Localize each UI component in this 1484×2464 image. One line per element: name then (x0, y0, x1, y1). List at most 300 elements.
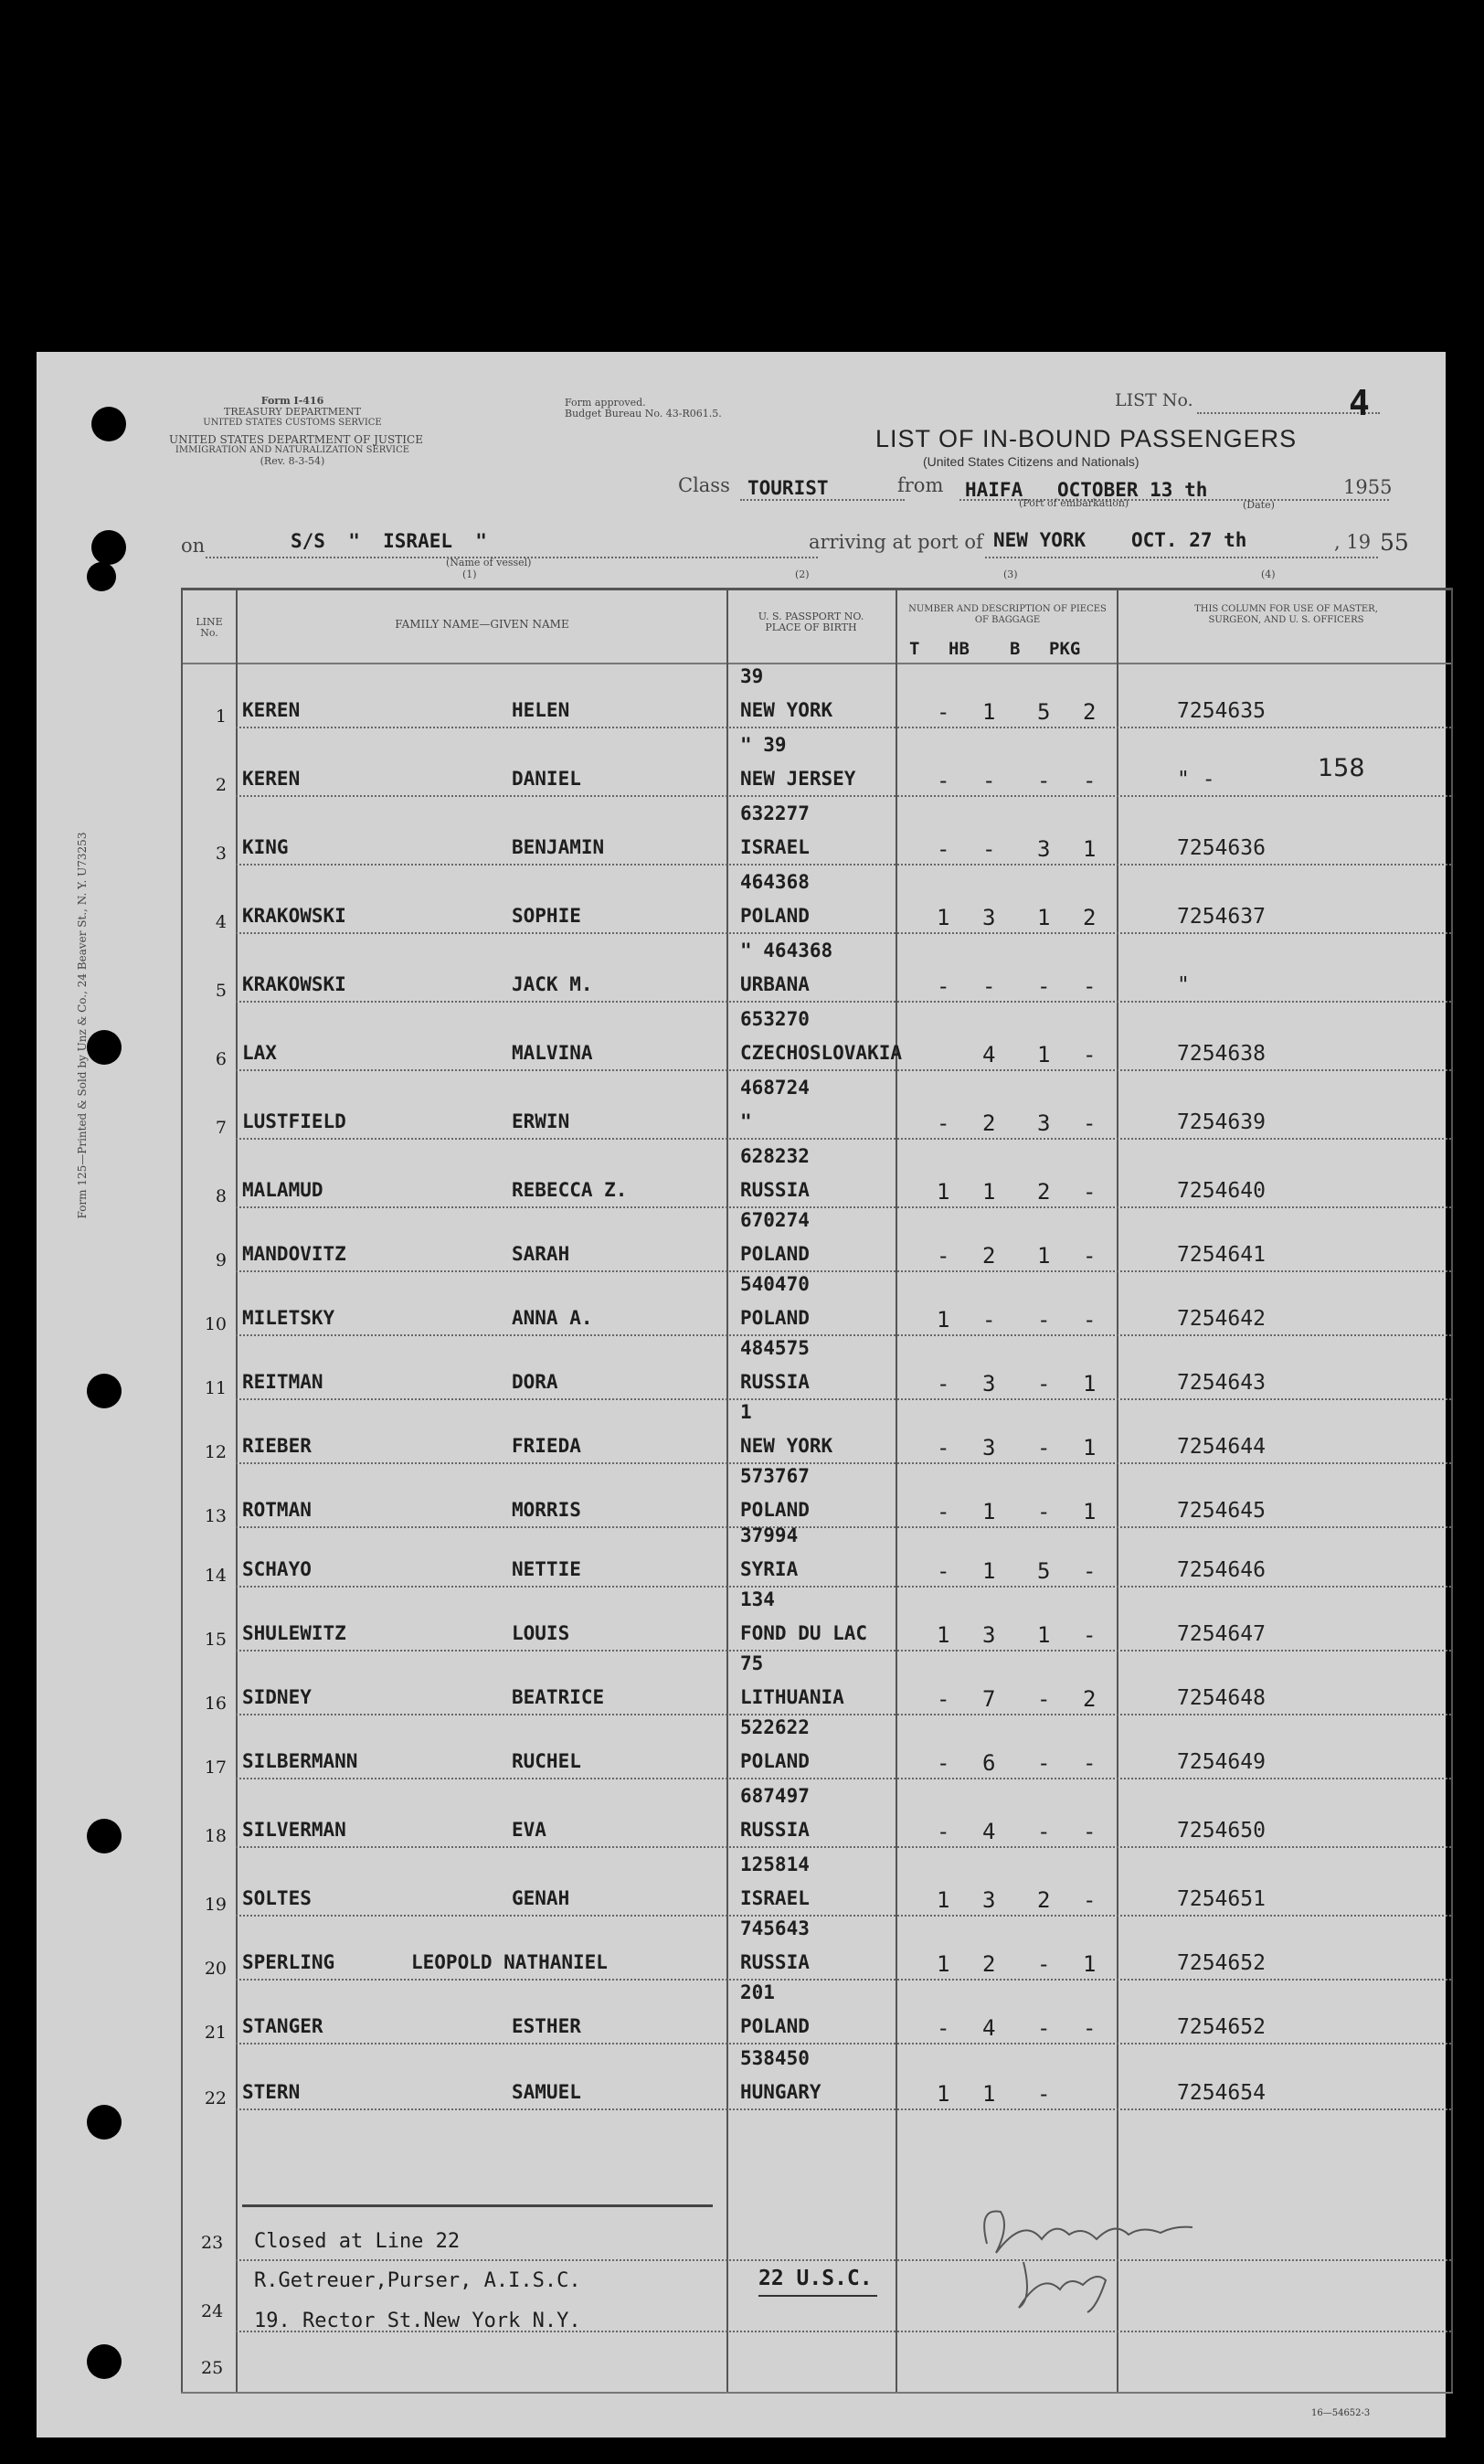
given-name: HELEN (512, 699, 570, 721)
approved-text: Form approved. (565, 397, 646, 409)
list-no-label: LIST No. (1115, 390, 1193, 410)
caption-4: (4) (1261, 568, 1276, 580)
punch-hole (87, 1819, 122, 1853)
baggage-b: 3 (1037, 1110, 1051, 1136)
col-line-3 (896, 588, 897, 2393)
place-of-birth: RUSSIA (740, 1371, 810, 1393)
passport-number: 39 (740, 665, 764, 687)
line-number: 5 (215, 981, 227, 1001)
baggage-pkg: - (1083, 1887, 1097, 1913)
baggage-t: 1 (937, 1951, 950, 1977)
baggage-hb: 2 (982, 1243, 996, 1269)
given-name: SAMUEL (512, 2081, 581, 2103)
row-divider (236, 932, 1451, 934)
place-of-birth: ISRAEL (740, 836, 810, 858)
list-no-value: 4 (1349, 383, 1370, 423)
baggage-t: - (937, 2015, 950, 2041)
customs-service: UNITED STATES CUSTOMS SERVICE (203, 418, 382, 428)
line-number: 4 (215, 912, 227, 932)
vessel-name: S/S " ISRAEL " (291, 530, 487, 552)
baggage-t: - (937, 1435, 950, 1460)
passport-number: 125814 (740, 1853, 810, 1875)
punch-hole (91, 530, 126, 565)
baggage-pkg: - (1083, 2015, 1097, 2041)
baggage-t: - (937, 836, 950, 862)
baggage-pkg: 1 (1083, 1951, 1097, 1977)
line-number: 11 (204, 1378, 227, 1398)
officer-number: 7254636 (1177, 836, 1266, 860)
passport-number: 745643 (740, 1917, 810, 1939)
revision: (Rev. 8-3-54) (260, 455, 325, 467)
baggage-t: - (937, 973, 950, 999)
passport-number: 628232 (740, 1145, 810, 1167)
place-of-birth: POLAND (740, 1243, 810, 1265)
line-number: 13 (204, 1506, 227, 1526)
given-name: JACK M. (512, 973, 593, 995)
baggage-pkg: 2 (1083, 1686, 1097, 1712)
passport-number: 484575 (740, 1337, 810, 1359)
given-name: MORRIS (512, 1499, 581, 1521)
place-of-birth: POLAND (740, 905, 810, 927)
line-number: 15 (204, 1630, 227, 1650)
baggage-hb: - (982, 973, 996, 999)
baggage-t: 1 (937, 905, 950, 930)
line-number: 17 (204, 1758, 227, 1778)
passport-number: " 464368 (740, 940, 833, 961)
baggage-pkg: 1 (1083, 836, 1097, 862)
passport-number: 134 (740, 1588, 775, 1610)
line-number: 1 (215, 706, 227, 727)
baggage-hb: 1 (982, 2081, 996, 2107)
row-dots-24 (236, 2331, 1451, 2332)
place-of-birth: URBANA (740, 973, 810, 995)
baggage-hb: - (982, 836, 996, 862)
baggage-t: 1 (937, 1887, 950, 1913)
from-value: HAIFA (965, 479, 1023, 501)
baggage-pkg: - (1083, 1179, 1097, 1205)
passport-number: 1 (740, 1401, 752, 1423)
table-top-border (181, 588, 1453, 590)
baggage-t: 1 (937, 1622, 950, 1648)
family-name: SOLTES (242, 1887, 312, 1909)
given-name: ESTHER (512, 2015, 581, 2037)
family-name: SIDNEY (242, 1686, 312, 1708)
port-embark-caption: (Port of embarkation) (1019, 497, 1129, 509)
place-of-birth: NEW YORK (740, 699, 833, 721)
caption-2: (2) (795, 568, 810, 580)
header-t: T (909, 639, 920, 659)
baggage-hb: 6 (982, 1750, 996, 1776)
justice-dept: UNITED STATES DEPARTMENT OF JUSTICE (169, 433, 423, 446)
line-number: 3 (215, 844, 227, 864)
family-name: MALAMUD (242, 1179, 323, 1201)
baggage-t: - (937, 699, 950, 725)
row-divider (236, 1778, 1451, 1779)
officer-number: 7254648 (1177, 1686, 1266, 1710)
baggage-b: - (1037, 1435, 1051, 1460)
passport-number: 538450 (740, 2047, 810, 2069)
inspector-signature (969, 2189, 1243, 2321)
row-divider (236, 2043, 1451, 2044)
line-number: 6 (215, 1049, 227, 1069)
given-name: NETTIE (512, 1558, 581, 1580)
baggage-pkg: 2 (1083, 699, 1097, 725)
header-officers: THIS COLUMN FOR USE OF MASTER, SURGEON, AND U. S. OFFICERS (1194, 604, 1378, 625)
closing-rule (242, 2204, 713, 2207)
baggage-hb: 1 (982, 1179, 996, 1205)
row-divider (236, 1398, 1451, 1400)
given-name: BEATRICE (512, 1686, 605, 1708)
usc-total: 22 U.S.C. (758, 2267, 873, 2290)
row-divider (236, 1069, 1451, 1071)
passport-number: 670274 (740, 1209, 810, 1231)
given-name: SOPHIE (512, 905, 581, 927)
line-number: 20 (204, 1959, 227, 1979)
officer-number: 7254644 (1177, 1435, 1266, 1459)
row-divider (236, 1138, 1451, 1140)
given-name: GENAH (512, 1887, 570, 1909)
family-name: SHULEWITZ (242, 1622, 346, 1644)
passport-number: 37994 (740, 1524, 799, 1546)
form-page (37, 352, 1446, 2437)
baggage-hb: 4 (982, 2015, 996, 2041)
side-print: Form 125—Printed & Sold by Unz & Co., 24 Beaver St., N. Y. U73253 (76, 832, 89, 1219)
officer-number: 7254650 (1177, 1819, 1266, 1843)
given-name: DANIEL (512, 768, 581, 790)
row-divider (236, 1334, 1451, 1336)
baggage-hb: 1 (982, 1558, 996, 1584)
row-divider (236, 1846, 1451, 1848)
form-subtitle: (United States Citizens and Nationals) (923, 454, 1140, 469)
officer-number: 7254647 (1177, 1622, 1266, 1646)
header-hb: HB (949, 639, 970, 659)
baggage-t: - (937, 768, 950, 793)
punch-hole (87, 1374, 122, 1408)
baggage-pkg: - (1083, 1622, 1097, 1648)
row-divider (236, 727, 1451, 728)
officer-number: 7254643 (1177, 1371, 1266, 1395)
baggage-b: - (1037, 1307, 1051, 1333)
class-value: TOURIST (747, 477, 829, 499)
row-divider (236, 1714, 1451, 1715)
baggage-t: - (937, 1110, 950, 1136)
baggage-hb: - (982, 768, 996, 793)
form-approved (565, 398, 722, 420)
line-number: 10 (204, 1314, 227, 1334)
punch-hole (91, 407, 126, 441)
officer-number: 7254654 (1177, 2081, 1266, 2105)
baggage-hb: 3 (982, 1435, 996, 1460)
sailing-date: OCTOBER 13 th (1057, 479, 1208, 501)
arrival-date: OCT. 27 th (1131, 529, 1247, 551)
given-name: BENJAMIN (512, 836, 605, 858)
arrival-dots (985, 557, 1378, 558)
closing-line-1: Closed at Line 22 (254, 2230, 461, 2253)
given-name: EVA (512, 1819, 546, 1841)
ins-service: IMMIGRATION AND NATURALIZATION SERVICE (175, 445, 410, 455)
class-dots (740, 499, 905, 501)
family-name: LUSTFIELD (242, 1110, 346, 1132)
baggage-t: - (937, 1819, 950, 1844)
vessel-caption: (Name of vessel) (446, 557, 532, 568)
family-name: KING (242, 836, 289, 858)
baggage-t: 1 (937, 2081, 950, 2107)
form-number: Form I-416 (260, 395, 324, 407)
header-bottom-border (181, 663, 1453, 664)
place-of-birth: FOND DU LAC (740, 1622, 868, 1644)
line-number: 22 (204, 2088, 227, 2108)
family-name: REITMAN (242, 1371, 323, 1393)
baggage-b: - (1037, 1686, 1051, 1712)
baggage-b: 1 (1037, 1243, 1051, 1269)
baggage-b: 5 (1037, 699, 1051, 725)
year-2-prefix: , 19 (1334, 531, 1372, 553)
family-name: MILETSKY (242, 1307, 335, 1329)
baggage-b: - (1037, 1819, 1051, 1844)
baggage-pkg: - (1083, 1243, 1097, 1269)
family-name: KRAKOWSKI (242, 905, 346, 927)
baggage-hb: 7 (982, 1686, 996, 1712)
line-number: 2 (215, 775, 227, 795)
header-passport: U. S. PASSPORT NO. PLACE OF BIRTH (758, 611, 864, 633)
line-number: 14 (204, 1566, 227, 1586)
row-divider (236, 1001, 1451, 1003)
passport-number: 632277 (740, 802, 810, 824)
family-name: KEREN (242, 699, 301, 721)
officer-number: 7254635 (1177, 699, 1266, 723)
passport-number: 573767 (740, 1465, 810, 1487)
baggage-t: 1 (937, 1307, 950, 1333)
officer-note-158: 158 (1318, 754, 1365, 782)
baggage-b: 1 (1037, 1622, 1051, 1648)
baggage-b: - (1037, 1499, 1051, 1524)
year-2: 55 (1380, 529, 1409, 556)
row-divider (236, 1650, 1451, 1652)
baggage-pkg: - (1083, 1307, 1097, 1333)
given-name: MALVINA (512, 1042, 593, 1064)
table-bottom-border (181, 2392, 1453, 2394)
closing-line-3: 19. Rector St.New York N.Y. (254, 2310, 581, 2332)
row-divider (236, 1586, 1451, 1588)
form-header-left (169, 395, 423, 467)
line-24: 24 (201, 2301, 224, 2321)
punch-hole (87, 562, 116, 591)
place-of-birth: POLAND (740, 2015, 810, 2037)
officer-number: 7254646 (1177, 1558, 1266, 1582)
baggage-hb: 1 (982, 1499, 996, 1524)
line-23: 23 (201, 2233, 224, 2253)
passport-number: " 39 (740, 734, 787, 756)
baggage-pkg: - (1083, 1750, 1097, 1776)
row-divider (236, 795, 1451, 797)
baggage-b: 1 (1037, 1042, 1051, 1067)
treasury-dept: TREASURY DEPARTMENT (224, 406, 361, 418)
given-name: ERWIN (512, 1110, 570, 1132)
officer-number: 7254651 (1177, 1887, 1266, 1911)
col-line-1 (236, 588, 238, 2393)
officer-number: 7254637 (1177, 905, 1266, 929)
on-label: on (181, 535, 206, 557)
row-divider (236, 864, 1451, 866)
baggage-hb: 4 (982, 1819, 996, 1844)
family-name: STERN (242, 2081, 301, 2103)
closing-line-2: R.Getreuer,Purser, A.I.S.C. (254, 2269, 581, 2292)
row-divider (236, 1526, 1451, 1528)
row-divider (236, 1915, 1451, 1917)
place-of-birth: POLAND (740, 1499, 810, 1521)
punch-hole (87, 1030, 122, 1065)
baggage-b: - (1037, 1371, 1051, 1397)
year-1: 1955 (1343, 476, 1393, 498)
arriving-label: arriving at port of (809, 531, 983, 553)
arrival-port: NEW YORK (993, 529, 1086, 551)
baggage-t: - (937, 1371, 950, 1397)
col-line-2 (726, 588, 728, 2393)
given-name: LOUIS (512, 1622, 570, 1644)
officer-number: 7254645 (1177, 1499, 1266, 1523)
officer-number: 7254639 (1177, 1110, 1266, 1134)
passport-number: 75 (740, 1652, 764, 1674)
place-of-birth: RUSSIA (740, 1179, 810, 1201)
passport-number: 540470 (740, 1273, 810, 1295)
row-divider (236, 2108, 1451, 2110)
baggage-b: - (1037, 2081, 1051, 2107)
baggage-t: - (937, 1499, 950, 1524)
officer-number: 7254652 (1177, 1951, 1266, 1975)
row-divider (236, 1462, 1451, 1464)
baggage-b: - (1037, 768, 1051, 793)
baggage-hb: 1 (982, 699, 996, 725)
given-name: ANNA A. (512, 1307, 593, 1329)
col-line-4 (1117, 588, 1118, 2393)
line-number: 8 (215, 1186, 227, 1206)
family-name: SCHAYO (242, 1558, 312, 1580)
usc-underline (758, 2295, 877, 2297)
place-of-birth: RUSSIA (740, 1819, 810, 1841)
baggage-pkg: - (1083, 973, 1097, 999)
baggage-b: 3 (1037, 836, 1051, 862)
line-number: 12 (204, 1442, 227, 1462)
date-caption: (Date) (1243, 499, 1275, 511)
place-of-birth: ISRAEL (740, 1887, 810, 1909)
baggage-b: - (1037, 2015, 1051, 2041)
baggage-t: 1 (937, 1179, 950, 1205)
caption-1: (1) (462, 568, 477, 580)
baggage-b: - (1037, 1951, 1051, 1977)
passport-number: 653270 (740, 1008, 810, 1030)
passport-number: 522622 (740, 1716, 810, 1738)
baggage-b: - (1037, 973, 1051, 999)
line-25: 25 (201, 2358, 224, 2378)
header-line-no: LINE No. (196, 616, 223, 639)
passport-number: 468724 (740, 1077, 810, 1099)
baggage-hb: 3 (982, 1622, 996, 1648)
passport-number: 201 (740, 1981, 775, 2003)
baggage-hb: 3 (982, 905, 996, 930)
family-name: LAX (242, 1042, 277, 1064)
baggage-pkg: - (1083, 1819, 1097, 1844)
row-divider (236, 1979, 1451, 1981)
baggage-pkg: - (1083, 1042, 1097, 1067)
baggage-pkg: 1 (1083, 1371, 1097, 1397)
baggage-pkg: 2 (1083, 905, 1097, 930)
baggage-hb: 3 (982, 1371, 996, 1397)
baggage-b: - (1037, 1750, 1051, 1776)
table-right-border (1451, 588, 1453, 2393)
punch-hole (87, 2344, 122, 2379)
place-of-birth: RUSSIA (740, 1951, 810, 1973)
header-pkg: PKG (1049, 639, 1081, 659)
baggage-pkg: - (1083, 1110, 1097, 1136)
from-label: from (897, 474, 944, 496)
baggage-hb: 3 (982, 1887, 996, 1913)
place-of-birth: POLAND (740, 1307, 810, 1329)
baggage-hb: 4 (982, 1042, 996, 1067)
baggage-b: 2 (1037, 1179, 1051, 1205)
baggage-hb: 2 (982, 1951, 996, 1977)
form-title: LIST OF IN-BOUND PASSENGERS (875, 425, 1298, 452)
line-number: 19 (204, 1895, 227, 1915)
caption-3: (3) (1003, 568, 1018, 580)
baggage-pkg: 1 (1083, 1499, 1097, 1524)
officer-number: " - (1177, 768, 1215, 791)
passport-number: 464368 (740, 871, 810, 893)
place-of-birth: " (740, 1110, 752, 1132)
line-number: 21 (204, 2023, 227, 2043)
given-name: SARAH (512, 1243, 570, 1265)
baggage-hb: 2 (982, 1110, 996, 1136)
family-name: KRAKOWSKI (242, 973, 346, 995)
baggage-pkg: - (1083, 768, 1097, 793)
place-of-birth: SYRIA (740, 1558, 799, 1580)
footer-code: 16—54652-3 (1311, 2408, 1371, 2418)
family-name: SPERLING (242, 1951, 335, 1973)
table-left-border (181, 588, 183, 2393)
officer-number: 7254638 (1177, 1042, 1266, 1066)
baggage-t: - (937, 1558, 950, 1584)
given-name: RUCHEL (512, 1750, 581, 1772)
row-divider (236, 1206, 1451, 1208)
budget-text: Budget Bureau No. 43-R061.5. (565, 408, 722, 420)
family-name: RIEBER (242, 1435, 312, 1457)
given-name: FRIEDA (512, 1435, 581, 1457)
given-name: REBECCA Z. (512, 1179, 628, 1201)
family-name: KEREN (242, 768, 301, 790)
row-dots-23 (236, 2259, 1451, 2261)
officer-number: 7254641 (1177, 1243, 1266, 1267)
class-label: Class (678, 474, 730, 496)
family-name: STANGER (242, 2015, 323, 2037)
baggage-t: - (937, 1243, 950, 1269)
baggage-b: 2 (1037, 1887, 1051, 1913)
place-of-birth: NEW YORK (740, 1435, 833, 1457)
baggage-pkg: 1 (1083, 1435, 1097, 1460)
officer-number: " (1177, 973, 1190, 997)
given-name: LEOPOLD NATHANIEL (411, 1951, 608, 1973)
officer-number: 7254649 (1177, 1750, 1266, 1774)
family-name: ROTMAN (242, 1499, 312, 1521)
place-of-birth: HUNGARY (740, 2081, 822, 2103)
place-of-birth: CZECHOSLOVAKIA (740, 1042, 903, 1064)
baggage-b: 5 (1037, 1558, 1051, 1584)
baggage-hb: - (982, 1307, 996, 1333)
place-of-birth: LITHUANIA (740, 1686, 844, 1708)
baggage-b: 1 (1037, 905, 1051, 930)
line-number: 7 (215, 1118, 227, 1138)
baggage-t: - (937, 1686, 950, 1712)
baggage-pkg: - (1083, 1558, 1097, 1584)
punch-hole (87, 2105, 122, 2140)
